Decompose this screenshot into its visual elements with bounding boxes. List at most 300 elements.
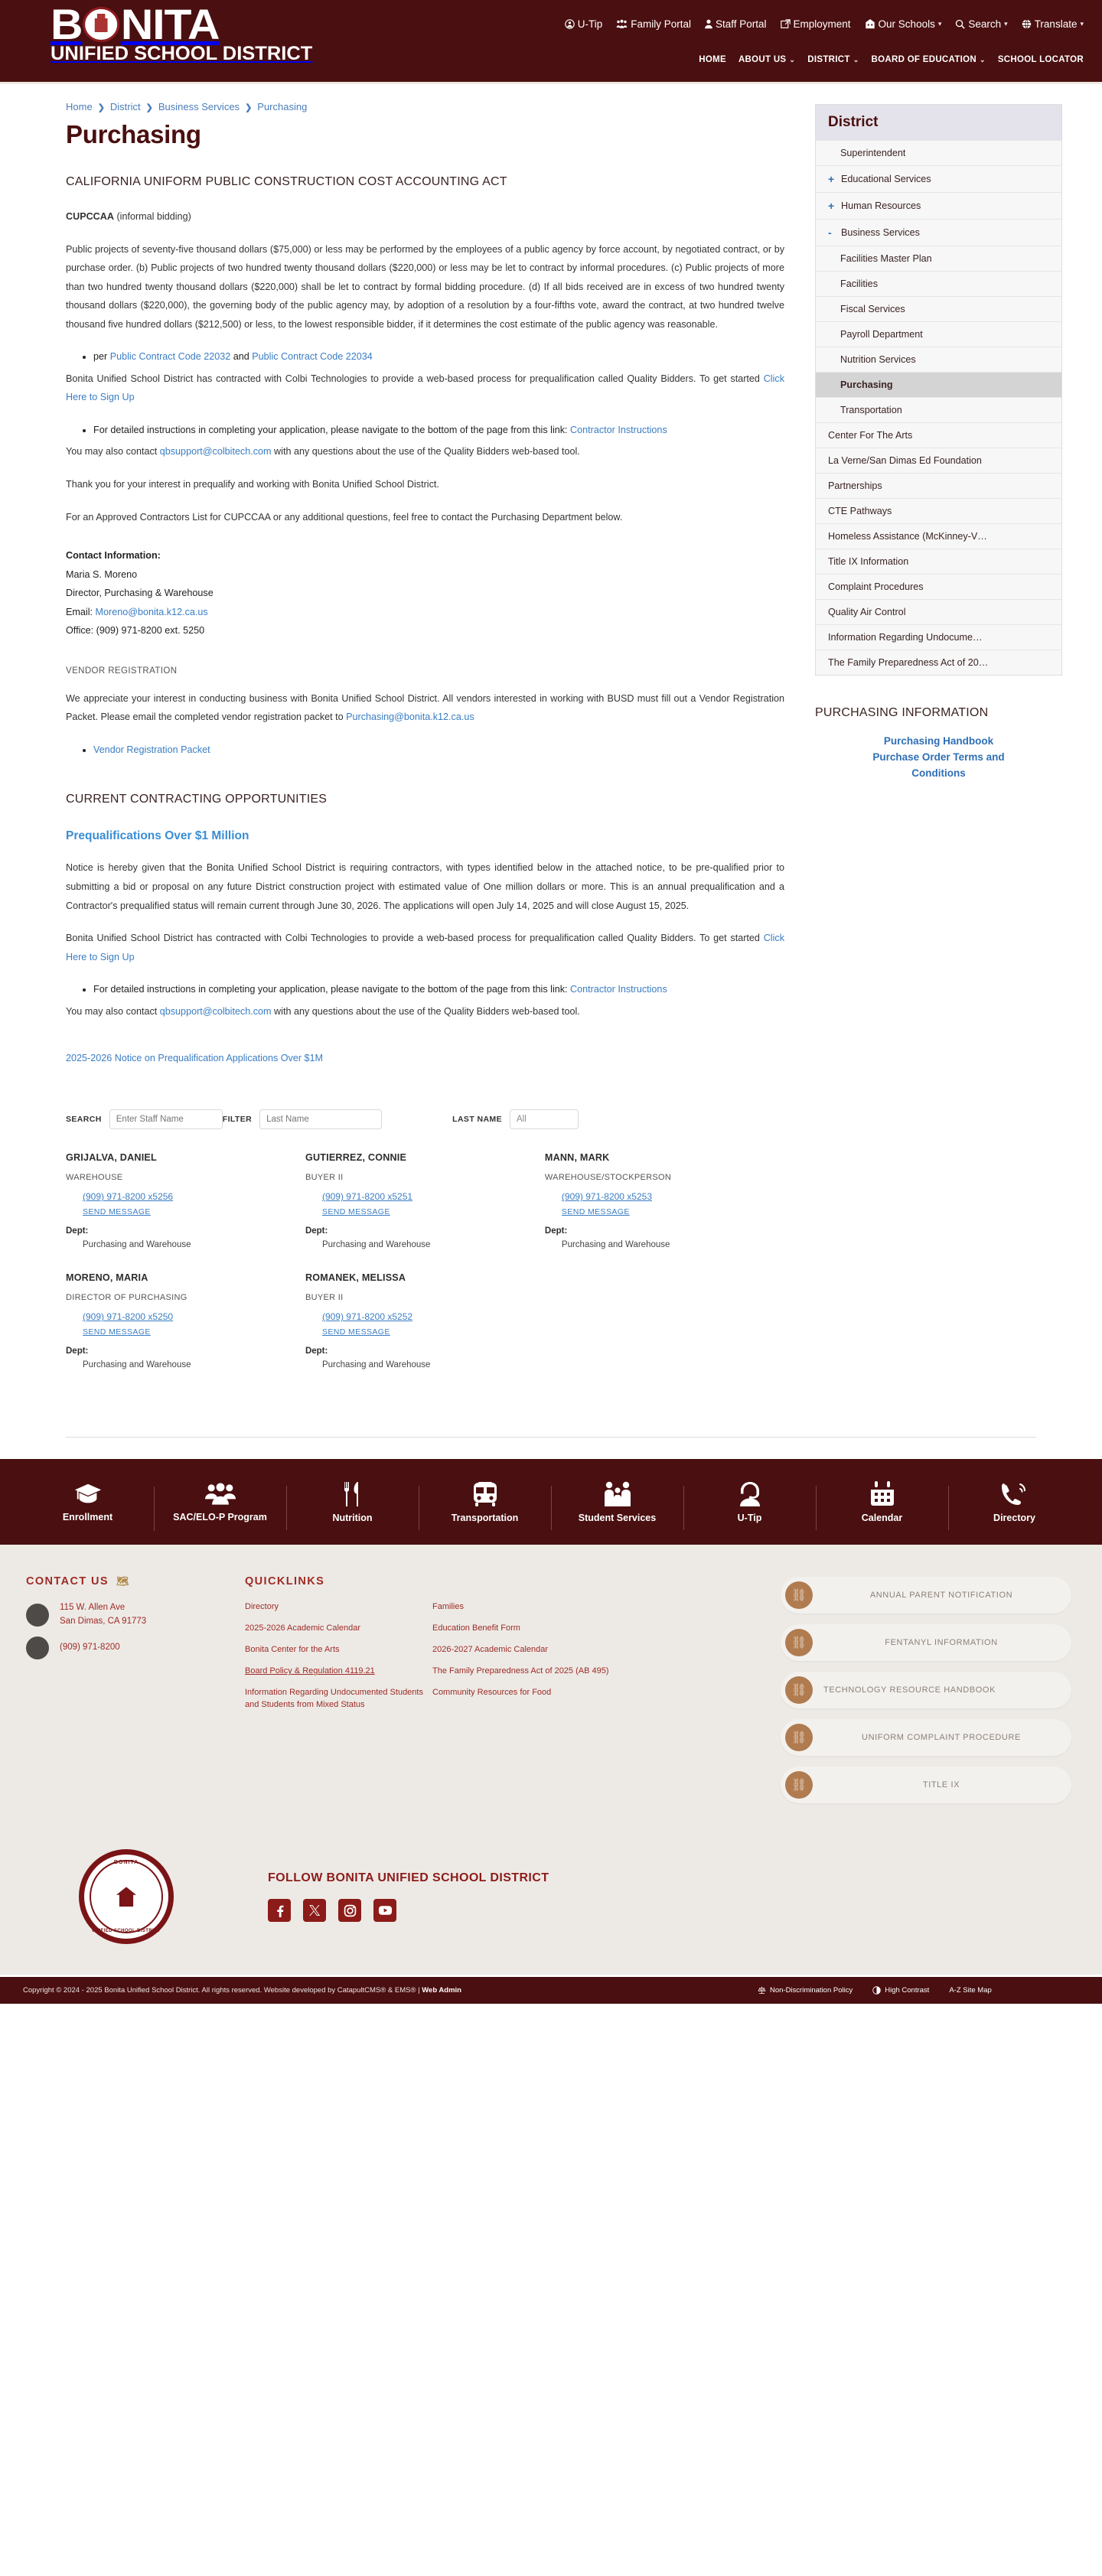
district-seal-icon [79, 1849, 174, 1944]
sidebar-item-label: Complaint Procedures [828, 581, 924, 592]
search-label: SEARCH [66, 1115, 102, 1125]
social-instagram[interactable] [338, 1899, 361, 1922]
staff-card [305, 1272, 545, 1369]
sidebar-item-label: Facilities Master Plan [840, 253, 932, 264]
section-heading-opportunities: CURRENT CONTRACTING OPPORTUNITIES [66, 793, 328, 806]
main-nav-label: HOME [699, 55, 726, 64]
contact-name: Maria S. Moreno [66, 568, 138, 580]
utility-nav-u-tip[interactable] [565, 18, 603, 30]
phone-ring-icon [1001, 1481, 1029, 1507]
map-pin-icon: 🗺 [116, 1575, 130, 1588]
bullet-prefix: per [93, 351, 110, 363]
instagram-icon [344, 1904, 357, 1917]
iconbar-label: Student Services [578, 1512, 657, 1523]
bullet-mid: and [230, 351, 253, 363]
contact-us-heading [26, 1575, 184, 1588]
expand-plus-icon[interactable]: + [828, 200, 835, 212]
contact-title: Director, Purchasing & Warehouse [66, 588, 214, 599]
sidebar-item-label: Partnerships [828, 480, 882, 491]
link-chain-icon: ⛓ [785, 1724, 813, 1751]
contact-email-row [66, 603, 784, 622]
sidebar-item-business-services[interactable] [816, 219, 1061, 246]
staff-directory [66, 1109, 784, 1392]
qbsupport-email-link[interactable]: qbsupport@colbitech.com [159, 446, 272, 458]
sidebar-item-nutrition-services[interactable] [816, 347, 1061, 372]
prequal-instructions-text: For detailed instructions in completing your application, please navigate to the bottom of the page from this link: [93, 984, 571, 995]
chevron-down-icon: ▾ [1080, 20, 1084, 28]
address-text [60, 1601, 146, 1629]
sidebar-item-cte-pathways[interactable] [816, 498, 1061, 523]
footer-button-label: FENTANYL INFORMATION [885, 1638, 998, 1648]
sidebar-nav [815, 104, 1062, 676]
contact-email-link[interactable]: Moreno@bonita.k12.ca.us [95, 606, 208, 617]
sidebar-item-payroll-department[interactable] [816, 321, 1061, 347]
footer-contact [23, 1575, 184, 1667]
person-icon [705, 19, 712, 29]
dept-label: Dept: [66, 1347, 89, 1356]
utility-nav-translate[interactable] [1022, 18, 1084, 30]
logo-wordmark: B NITA [51, 0, 220, 48]
prequalification-notice-link[interactable]: 2025-2026 Notice on Prequalification Applications Over $1M [66, 1053, 324, 1064]
iconbar-label: Calendar [861, 1512, 903, 1523]
search-icon [955, 19, 965, 29]
social-youtube[interactable] [373, 1899, 396, 1922]
support-text-pre: You may also contact [66, 446, 160, 458]
quicklink-directory[interactable]: Directory [245, 1602, 279, 1612]
bus-icon [471, 1481, 499, 1507]
main-nav-label: BOARD OF EDUCATION [871, 55, 976, 64]
a-z-site-map-link[interactable]: A-Z Site Map [949, 1986, 992, 1995]
sidebar-item-transportation[interactable] [816, 397, 1061, 422]
contact-us-label: CONTACT US [26, 1575, 109, 1588]
sidebar-item-family-preparedness-act[interactable] [816, 650, 1061, 675]
fork-knife-icon [341, 1481, 364, 1507]
public-contract-code-22032-link[interactable]: Public Contract Code 22032 [109, 351, 231, 363]
breadcrumb-purchasing[interactable]: Purchasing [257, 101, 308, 112]
seal-building-icon [116, 1887, 136, 1907]
sidebar-item-partnerships[interactable] [816, 473, 1061, 498]
dept-value: Purchasing and Warehouse [83, 1240, 191, 1250]
breadcrumb-home[interactable]: Home [66, 101, 93, 112]
staff-name: MANN, MARK [544, 1152, 610, 1164]
staff-card [305, 1152, 545, 1249]
lastname-label: LAST NAME [452, 1115, 502, 1125]
iconbar-directory[interactable] [948, 1481, 1081, 1523]
send-message-link[interactable]: SEND MESSAGE [561, 1207, 630, 1217]
chevron-down-icon: ⌄ [789, 55, 796, 64]
dept-value: Purchasing and Warehouse [321, 1240, 431, 1250]
family-icon [616, 19, 628, 29]
prequal-support-post: with any questions about the use of the Quality Bidders web-based tool. [271, 1005, 580, 1017]
utility-nav-label: Translate [1034, 18, 1078, 30]
quicklink-2025-2026-calendar[interactable]: 2025-2026 Academic Calendar [245, 1623, 361, 1633]
staff-name: MORENO, MARIA [66, 1272, 148, 1284]
sidebar-item-label: Payroll Department [840, 329, 923, 340]
sidebar-item-label: Title IX Information [828, 556, 909, 567]
notice-text: Notice is hereby given that the Bonita Unified School District is requiring contractors, with types identified below in the attached notice, to be pre-qualified prior to submitting a bid or proposal on any future District construction project with estimated value of One million dollars or more. This is an annual prequalification and a Contractor's prequalified status will remain current through June 30, 2026. [66, 862, 784, 911]
seal-icon [83, 7, 119, 42]
support-text-post: with any questions about the use of the Quality Bidders web-based tool. [271, 446, 580, 458]
iconbar-label: SAC/ELO-P Program [173, 1511, 267, 1522]
main-nav-school-locator[interactable] [998, 55, 1084, 64]
web-admin-link[interactable]: Web Admin [422, 1986, 461, 1995]
iconbar-label: U-Tip [737, 1512, 762, 1523]
people-group-icon [205, 1482, 236, 1506]
expand-plus-icon[interactable]: + [828, 173, 835, 185]
sidebar-item-educational-services[interactable] [816, 165, 1061, 192]
staff-card [545, 1152, 784, 1249]
address-line2: San Dimas, CA 91773 [60, 1617, 147, 1627]
contact-heading: Contact Information: [66, 550, 161, 562]
utility-nav-label: Our Schools [878, 18, 935, 30]
logo-subtitle: UNIFIED SCHOOL DISTRICT [51, 43, 313, 64]
iconbar-nutrition[interactable] [286, 1481, 419, 1523]
public-contract-code-22034-link[interactable]: Public Contract Code 22034 [252, 351, 373, 363]
sidebar-item-label: Quality Air Control [828, 607, 906, 617]
purchasing-handbook-link[interactable]: Purchasing Handbook [883, 735, 994, 747]
send-message-link[interactable]: SEND MESSAGE [83, 1207, 151, 1217]
quicklinks-heading: QUICKLINKS [245, 1575, 325, 1588]
scales-icon [758, 1986, 766, 1995]
staff-phone-link[interactable]: (909) 971-8200 x5253 [561, 1191, 652, 1203]
sidebar-item-title-ix-information[interactable] [816, 549, 1061, 574]
utility-nav-our-schools[interactable] [865, 18, 942, 30]
main-nav-label: ABOUT US [738, 55, 787, 64]
graduation-cap-icon [73, 1482, 103, 1506]
staff-phone-link[interactable]: (909) 971-8200 x5250 [83, 1311, 174, 1323]
staff-grid [66, 1152, 784, 1392]
send-message-link[interactable]: SEND MESSAGE [321, 1207, 390, 1217]
contact-office: Office: (909) 971-8200 ext. 5250 [66, 625, 205, 637]
footer-top-row [0, 1575, 1102, 1814]
collapse-minus-icon[interactable]: - [828, 226, 832, 239]
calendar-icon [870, 1481, 895, 1507]
sidebar-item-la-verne-san-dimas-ed-foundation[interactable] [816, 448, 1061, 473]
sidebar-item-purchasing[interactable] [816, 372, 1061, 397]
utility-nav-label: U-Tip [577, 18, 603, 30]
contractor-instructions-link[interactable]: Contractor Instructions [570, 424, 667, 435]
iconbar-u-tip[interactable] [683, 1481, 816, 1523]
vendor-packet-list [66, 741, 784, 760]
quicklinks-col-2 [432, 1601, 620, 1721]
footer-button-label: ANNUAL PARENT NOTIFICATION [869, 1591, 1013, 1601]
iconbar-label: Transportation [451, 1512, 519, 1523]
utility-nav-label: Search [968, 18, 1002, 30]
iconbar-label: Nutrition [332, 1512, 373, 1523]
staff-title: WAREHOUSE [66, 1173, 123, 1183]
sidebar-item-label: Center For The Arts [828, 430, 913, 441]
quicklink-families[interactable]: Families [432, 1602, 464, 1612]
copyright-links [758, 1986, 992, 1995]
utility-nav-employment[interactable] [781, 18, 851, 30]
breadcrumb-sep: ❯ [97, 103, 105, 112]
iconbar-label: Enrollment [62, 1511, 113, 1522]
chevron-down-icon: ⌄ [853, 55, 859, 64]
main-nav-home[interactable] [699, 55, 726, 64]
seal-top-text: BONITA [113, 1860, 139, 1866]
external-link-icon [781, 19, 791, 29]
staff-phone-link[interactable]: (909) 971-8200 x5256 [83, 1191, 174, 1203]
footer-button-uniform-complaint-procedure[interactable] [781, 1719, 1071, 1756]
footer-button-fentanyl-information[interactable] [781, 1624, 1071, 1661]
approved-contractors-paragraph: For an Approved Contractors List for CUPCCAA or any additional questions, feel free to contact the Purchasing Department below. [66, 511, 623, 523]
high-contrast-link[interactable]: High Contrast [885, 1986, 930, 1995]
prequal-instructions-list [66, 980, 784, 999]
main-nav-label: SCHOOL LOCATOR [997, 55, 1084, 64]
prequal-support-pre: You may also contact [66, 1005, 160, 1017]
footer-button-label: TECHNOLOGY RESOURCE HANDBOOK [823, 1685, 996, 1695]
vendor-registration-heading: VENDOR REGISTRATION [66, 666, 178, 676]
staff-title: WAREHOUSE/STOCKPERSON [544, 1173, 672, 1183]
phone-icon [26, 1636, 49, 1659]
sidebar-item-label: Homeless Assistance (McKinney-V… [828, 531, 987, 542]
filter-group [223, 1109, 417, 1129]
purchasing-information-heading: PURCHASING INFORMATION [815, 706, 989, 719]
prequalifications-heading: Prequalifications Over $1 Million [66, 829, 249, 843]
dept-value: Purchasing and Warehouse [561, 1240, 670, 1250]
sidebar-item-quality-air-control[interactable] [816, 599, 1061, 624]
sidebar-item-label: Educational Services [841, 174, 931, 184]
globe-icon [1022, 19, 1032, 29]
section-heading-cupccaa: CALIFORNIA UNIFORM PUBLIC CONSTRUCTION COST ACCOUNTING ACT [66, 175, 507, 188]
purchase-order-conditions-link[interactable]: Conditions [911, 767, 966, 779]
chevron-down-icon: ▾ [1004, 20, 1008, 28]
search-input[interactable] [109, 1109, 223, 1129]
sitemap-item[interactable] [949, 1986, 991, 1995]
sidebar-item-center-for-the-arts[interactable] [816, 422, 1061, 448]
utility-nav-search[interactable] [955, 18, 1007, 30]
site-footer [0, 1545, 1102, 1975]
phone-row [26, 1636, 184, 1659]
sidebar-item-label: Information Regarding Undocume… [828, 632, 983, 643]
thank-you-paragraph: Thank you for your interest in prequalify and working with Bonita Unified School District. [66, 479, 439, 490]
sidebar-item-fiscal-services[interactable] [816, 296, 1061, 321]
filter-input[interactable] [259, 1109, 382, 1129]
quicklinks-columns [245, 1601, 620, 1721]
social-links [268, 1899, 1102, 1922]
application-dates: The applications will open July 14, 2025 and will close August 15, 2025. [383, 900, 690, 911]
contrast-icon [872, 1986, 881, 1995]
staff-card-empty [545, 1272, 784, 1369]
prequal-support-paragraph [66, 1002, 784, 1021]
prequal-click-here-sign-up-link[interactable]: Click Here to Sign Up [66, 933, 784, 962]
vendor-registration-packet-link[interactable]: Vendor Registration Packet [93, 744, 210, 755]
location-icon [26, 1604, 49, 1627]
vendor-text: We appreciate your interest in conducting business with Bonita Unified School District. All vendors interested in working with BUSD must fill out a Vendor Registration Packet. Please email the completed vendor registration packet to [66, 692, 784, 723]
copyright-notice: Copyright © 2024 - 2025 Bonita Unified School District. All rights reserved. Website developed by CatapultCMS® & EMS® | [23, 1986, 422, 1995]
copyright-text [23, 1986, 559, 1995]
footer-button-annual-parent-notification[interactable] [781, 1577, 1071, 1614]
non-discrimination-policy-item[interactable] [758, 1986, 853, 1995]
colbi-text: Bonita Unified School District has contracted with Colbi Technologies to provide a web-based process for prequalification called Quality Bidders. To get started [66, 373, 764, 384]
main-nav-about-us[interactable] [738, 55, 795, 64]
utility-nav [565, 18, 1084, 30]
email-label: Email: [66, 606, 96, 617]
send-message-link[interactable]: SEND MESSAGE [321, 1327, 390, 1337]
purchase-order-terms-link[interactable]: Purchase Order Terms and [872, 751, 1005, 763]
footer-button-label: TITLE IX [922, 1780, 960, 1790]
staff-card [66, 1152, 305, 1249]
prequal-qbsupport-email-link[interactable]: qbsupport@colbitech.com [159, 1005, 272, 1017]
footer-button-technology-resource-handbook[interactable] [781, 1672, 1071, 1708]
breadcrumb-district[interactable]: District [109, 101, 141, 112]
sidebar-item-label: La Verne/San Dimas Ed Foundation [828, 455, 982, 466]
send-message-link[interactable]: SEND MESSAGE [83, 1327, 151, 1337]
user-tip-icon [565, 19, 575, 29]
contract-code-list [66, 347, 784, 366]
iconbar-student-services[interactable] [551, 1481, 683, 1523]
address-row [26, 1601, 184, 1629]
page-body [0, 84, 1102, 1423]
sidebar-item-label: Superintendent [840, 148, 906, 158]
iconbar-label: Directory [993, 1512, 1035, 1523]
footer-phone-link[interactable]: (909) 971-8200 [60, 1643, 120, 1653]
utility-nav-label: Family Portal [631, 18, 691, 30]
footer-button-title-ix[interactable] [781, 1767, 1071, 1803]
dept-label: Dept: [66, 1226, 89, 1236]
link-chain-icon: ⛓ [785, 1771, 813, 1799]
high-contrast-item[interactable] [872, 1986, 929, 1995]
sidebar-item-label: Nutrition Services [840, 354, 916, 365]
quick-icon-bar [0, 1459, 1102, 1545]
site-logo[interactable] [51, 0, 313, 65]
lastname-group [452, 1109, 579, 1129]
staff-phone-link[interactable]: (909) 971-8200 x5251 [321, 1191, 413, 1203]
breadcrumb-sep: ❯ [145, 103, 153, 112]
content-divider [66, 1437, 1036, 1438]
staff-title: DIRECTOR OF PURCHASING [66, 1293, 187, 1303]
utility-nav-staff-portal[interactable] [705, 18, 767, 30]
chevron-down-icon: ▾ [937, 20, 942, 28]
sidebar-item-homeless-assistance[interactable] [816, 523, 1061, 549]
instructions-list [66, 421, 784, 440]
sidebar-item-facilities[interactable] [816, 271, 1061, 296]
list-item [93, 980, 784, 999]
vendor-paragraph [66, 689, 784, 727]
iconbar-calendar[interactable] [816, 1481, 948, 1523]
prequal-colbi-text: Bonita Unified School District has contracted with Colbi Technologies to provide a web-based process for prequalification called Quality Bidders. To get started [66, 933, 764, 944]
family-group-icon [605, 1481, 631, 1507]
list-item [93, 421, 784, 440]
social-x-twitter[interactable] [303, 1899, 326, 1922]
address-line1: 115 W. Allen Ave [60, 1603, 126, 1613]
cupccaa-abbrev: CUPCCAA [66, 211, 114, 222]
colbi-paragraph [66, 370, 784, 407]
breadcrumb-sep: ❯ [245, 103, 253, 112]
dept-label: Dept: [305, 1347, 328, 1356]
headset-person-icon [737, 1481, 763, 1507]
sidebar-item-facilities-master-plan[interactable] [816, 246, 1061, 271]
quicklink-community-food-resources[interactable]: Community Resources for Food [432, 1688, 552, 1698]
social-facebook[interactable] [268, 1899, 291, 1922]
quicklink-family-preparedness-act[interactable]: The Family Preparedness Act of 2025 (AB 495) [432, 1666, 609, 1676]
staff-card [66, 1272, 305, 1369]
sidebar-item-information-regarding-undocumented[interactable] [816, 624, 1061, 650]
main-nav-label: DISTRICT [807, 55, 850, 64]
sidebar-title: District [816, 105, 1061, 140]
lastname-input[interactable] [510, 1109, 579, 1129]
sidebar-item-complaint-procedures[interactable] [816, 574, 1061, 599]
follow-heading: FOLLOW BONITA UNIFIED SCHOOL DISTRICT [268, 1871, 549, 1885]
sidebar-item-label: Fiscal Services [840, 304, 905, 314]
main-nav-board-of-education[interactable] [872, 55, 986, 64]
staff-title: BUYER II [305, 1173, 344, 1183]
chevron-down-icon: ⌄ [979, 55, 986, 64]
non-discrimination-policy-link[interactable]: Non-Discrimination Policy [770, 1986, 853, 1995]
link-chain-icon: ⛓ [785, 1676, 813, 1704]
staff-name: ROMANEK, MELISSA [305, 1272, 406, 1284]
footer-follow-row [0, 1814, 1102, 1952]
filter-label: FILTER [222, 1115, 253, 1125]
list-item [93, 741, 784, 760]
search-group [66, 1109, 223, 1129]
instructions-text: For detailed instructions in completing your application, please navigate to the bottom of the page from this link: [93, 424, 571, 435]
sidebar-item-human-resources[interactable] [816, 192, 1061, 219]
staff-name: GUTIERREZ, CONNIE [305, 1152, 407, 1164]
quicklink-board-policy[interactable]: Board Policy & Regulation 4119.21 [245, 1666, 375, 1676]
sidebar-item-superintendent[interactable] [816, 140, 1061, 165]
copyright-bar [0, 1975, 1102, 2004]
click-here-sign-up-link[interactable]: Click Here to Sign Up [66, 373, 784, 403]
cupccaa-note: (informal bidding) [113, 211, 191, 222]
facebook-icon [272, 1904, 286, 1917]
staff-title: BUYER II [305, 1293, 344, 1303]
purchasing-information-links [815, 734, 1062, 782]
purchasing-email-link[interactable]: Purchasing@bonita.k12.ca.us [346, 712, 474, 723]
list-item [93, 347, 784, 366]
iconbar-enrollment[interactable] [21, 1482, 154, 1522]
staff-name: GRIJALVA, DANIEL [66, 1152, 157, 1164]
utility-nav-label: Staff Portal [715, 18, 767, 30]
x-twitter-icon [308, 1904, 321, 1917]
dept-label: Dept: [305, 1226, 328, 1236]
quicklink-bonita-center-arts[interactable]: Bonita Center for the Arts [245, 1645, 340, 1655]
seal-bottom-text: UNIFIED SCHOOL DISTRICT [92, 1929, 161, 1934]
sidebar-item-label: Human Resources [841, 200, 921, 211]
quicklink-undocumented-students[interactable]: Information Regarding Undocumented Students and Students from Mixed Status [245, 1688, 423, 1709]
footer-quicklinks [184, 1575, 620, 1721]
support-contact-paragraph [66, 442, 784, 461]
cupccaa-paragraph: Public projects of seventy-five thousand dollars ($75,000) or less may be performed by the employees of a public agency by force account, by negotiated contract, or by purchase order. (b) Public projects of two hundred twenty thousand dollars ($220,000) or less may be let to contract by informal procedures. (c) Public projects of more than two hundred twenty thousand dollars ($220,000) shall be let to contract by formal bidding procedure. (d) If all bids received are in excess of two hundred twenty thousand dollars ($220,000), the governing body of the public agency may, by adoption of a resolution by a four-fifths vote, award the contract, at two hundred twelve thousand five hundred dollars ($212,500) or less, to the lowest responsible bidder, if it determines the cost estimate of the public agency was reasonable. [66, 243, 784, 330]
breadcrumb [66, 101, 784, 112]
seal-inner [90, 1860, 163, 1933]
utility-nav-family-portal[interactable] [616, 18, 691, 30]
link-chain-icon: ⛓ [785, 1629, 813, 1656]
page-title: Purchasing [66, 120, 201, 148]
iconbar-transportation[interactable] [419, 1481, 551, 1523]
prequal-colbi-paragraph [66, 929, 784, 966]
main-nav-district[interactable] [807, 55, 859, 64]
youtube-icon [378, 1904, 393, 1917]
sidebar-item-label: CTE Pathways [828, 506, 892, 516]
quicklink-2026-2027-calendar[interactable]: 2026-2027 Academic Calendar [432, 1645, 549, 1655]
quicklink-education-benefit-form[interactable]: Education Benefit Form [432, 1623, 520, 1633]
contact-information-block [66, 546, 784, 640]
footer-button-label: UNIFORM COMPLAINT PROCEDURE [862, 1733, 1021, 1743]
sidebar-item-label: Facilities [840, 278, 878, 289]
breadcrumb-business-services[interactable]: Business Services [158, 101, 240, 112]
staff-phone-link[interactable]: (909) 971-8200 x5252 [321, 1311, 413, 1323]
dept-value: Purchasing and Warehouse [321, 1360, 431, 1370]
sidebar [815, 84, 1102, 782]
sidebar-item-label: Transportation [840, 405, 902, 415]
prequalification-notice-paragraph [66, 858, 784, 915]
sidebar-item-label: Business Services [841, 227, 920, 238]
main-nav [699, 55, 1084, 64]
site-header [0, 0, 1102, 84]
iconbar-sac-elop-program[interactable] [154, 1482, 286, 1522]
prequal-contractor-instructions-link[interactable]: Contractor Instructions [570, 984, 667, 995]
